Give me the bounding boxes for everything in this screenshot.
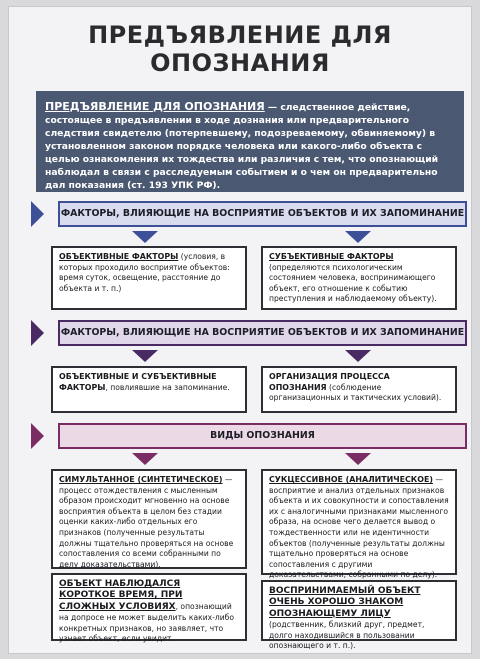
card-short-observation <box>51 573 247 644</box>
section-3-header: ВИДЫ ОПОЗНАНИЯ <box>58 423 467 449</box>
arrow-right-icon <box>31 201 44 227</box>
section-2-header-row <box>31 320 467 346</box>
card-heading: СУКЦЕССИВНОЕ (АНАЛИТИЧЕСКОЕ) <box>269 475 433 484</box>
arrow-right-icon <box>31 423 44 449</box>
card-text: (соблюдение организационных и тактических условий). <box>269 382 442 403</box>
arrow-down-icon <box>345 453 371 465</box>
definition-box <box>36 91 464 192</box>
section-2-header: ФАКТОРЫ, ВЛИЯЮЩИЕ НА ВОСПРИЯТИЕ ОБЪЕКТОВ И ИХ ЗАПОМИНАНИЕ <box>58 320 467 346</box>
card-heading: ВОСПРИНИМАЕМЫЙ ОБЪЕКТ ОЧЕНЬ ХОРОШО ЗНАКОМ ОПОЗНАЮЩЕМУ ЛИЦУ <box>269 586 421 619</box>
card-simultaneous <box>51 469 247 569</box>
card-objective-subjective-factors <box>51 366 247 413</box>
card-heading: ОБЪЕКТИВНЫЕ ФАКТОРЫ <box>59 252 179 261</box>
card-text: — процесс отождествления с мысленным образом происходит мгновенно на основе восприятия объекта в целом без стадии оценки каких-либо отдельных его признаков (полученные результаты должны тщательно проверяться на основе сопоставления со всеми собранными по делу доказательствами). <box>59 475 234 569</box>
definition-term: ПРЕДЪЯВЛЕНИЕ ДЛЯ ОПОЗНАНИЯ <box>45 100 265 113</box>
poster <box>8 6 472 654</box>
card-text: , опознающий на допросе не может выделить каких-либо конкретных признаков, но заявляет, что узнает объект, если увидит. <box>59 601 235 644</box>
card-heading: ОБЪЕКТ НАБЛЮДАЛСЯ КОРОТКОЕ ВРЕМЯ, ПРИ СЛОЖНЫХ УСЛОВИЯХ <box>59 579 183 612</box>
card-objective-factors <box>51 246 247 310</box>
arrow-down-icon <box>132 231 158 243</box>
card-text: (родственник, близкий друг, предмет, долго находившийся в пользовании опознающего и т. п.). <box>269 620 425 651</box>
arrow-right-icon <box>31 320 44 346</box>
definition-text: — следственное действие, состоящее в предъявлении в ходе дознания или предварительного следствия свидетелю (потерпевшему, подозреваемому, обвиняемому) в установленном законом порядке человека или какого-либо объекта с целью ознакомления их тождества или различия с тем, что опознающий наблюдал в связи с расследуемым событием и о чем он предварительно дал показания (ст. 193 УПК РФ). <box>45 102 439 191</box>
card-text: , повлиявшие на запоминание. <box>105 382 230 392</box>
section-1-header-row <box>31 201 467 227</box>
arrow-down-icon <box>132 453 158 465</box>
card-heading: ОБЪЕКТИВНЫЕ И СУБЪЕКТИВНЫЕ ФАКТОРЫ <box>59 372 217 392</box>
card-heading: СИМУЛЬТАННОЕ (СИНТЕТИЧЕСКОЕ) <box>59 475 223 484</box>
card-successive <box>261 469 457 580</box>
card-text: (условия, в которых проходило восприятие объектов: время суток, освещение, расстояние до объекта и т. п.) <box>59 252 230 293</box>
card-text: (определяются психологическим состоянием человека, воспринимающего объект, его отношение к событию преступления и наблюдаемому объекту). <box>269 262 437 304</box>
arrow-down-icon <box>345 350 371 362</box>
card-text: — восприятие и анализ отдельных признаков объекта и их совокупности и сопоставления их с аналогичными признаками мысленного образа, на основе чего делается вывод о тождественности или не идентичности объектов (полученные результаты должны тщательно проверяться на основе сопоставления с другими доказательствами, собранными по делу). <box>269 475 449 580</box>
page-title: ПРЕДЪЯВЛЕНИЕ ДЛЯ ОПОЗНАНИЯ <box>88 21 392 77</box>
arrow-down-icon <box>345 231 371 243</box>
arrow-down-icon <box>132 350 158 362</box>
card-heading: СУБЪЕКТИВНЫЕ ФАКТОРЫ <box>269 252 394 261</box>
card-subjective-factors <box>261 246 457 310</box>
card-heading: ОРГАНИЗАЦИЯ ПРОЦЕССА ОПОЗНАНИЯ <box>269 372 390 392</box>
section-3-header-row <box>31 423 467 449</box>
card-well-known-object <box>261 580 457 651</box>
section-1-header: ФАКТОРЫ, ВЛИЯЮЩИЕ НА ВОСПРИЯТИЕ ОБЪЕКТОВ И ИХ ЗАПОМИНАНИЕ <box>58 201 467 227</box>
card-process-organization <box>261 366 457 413</box>
